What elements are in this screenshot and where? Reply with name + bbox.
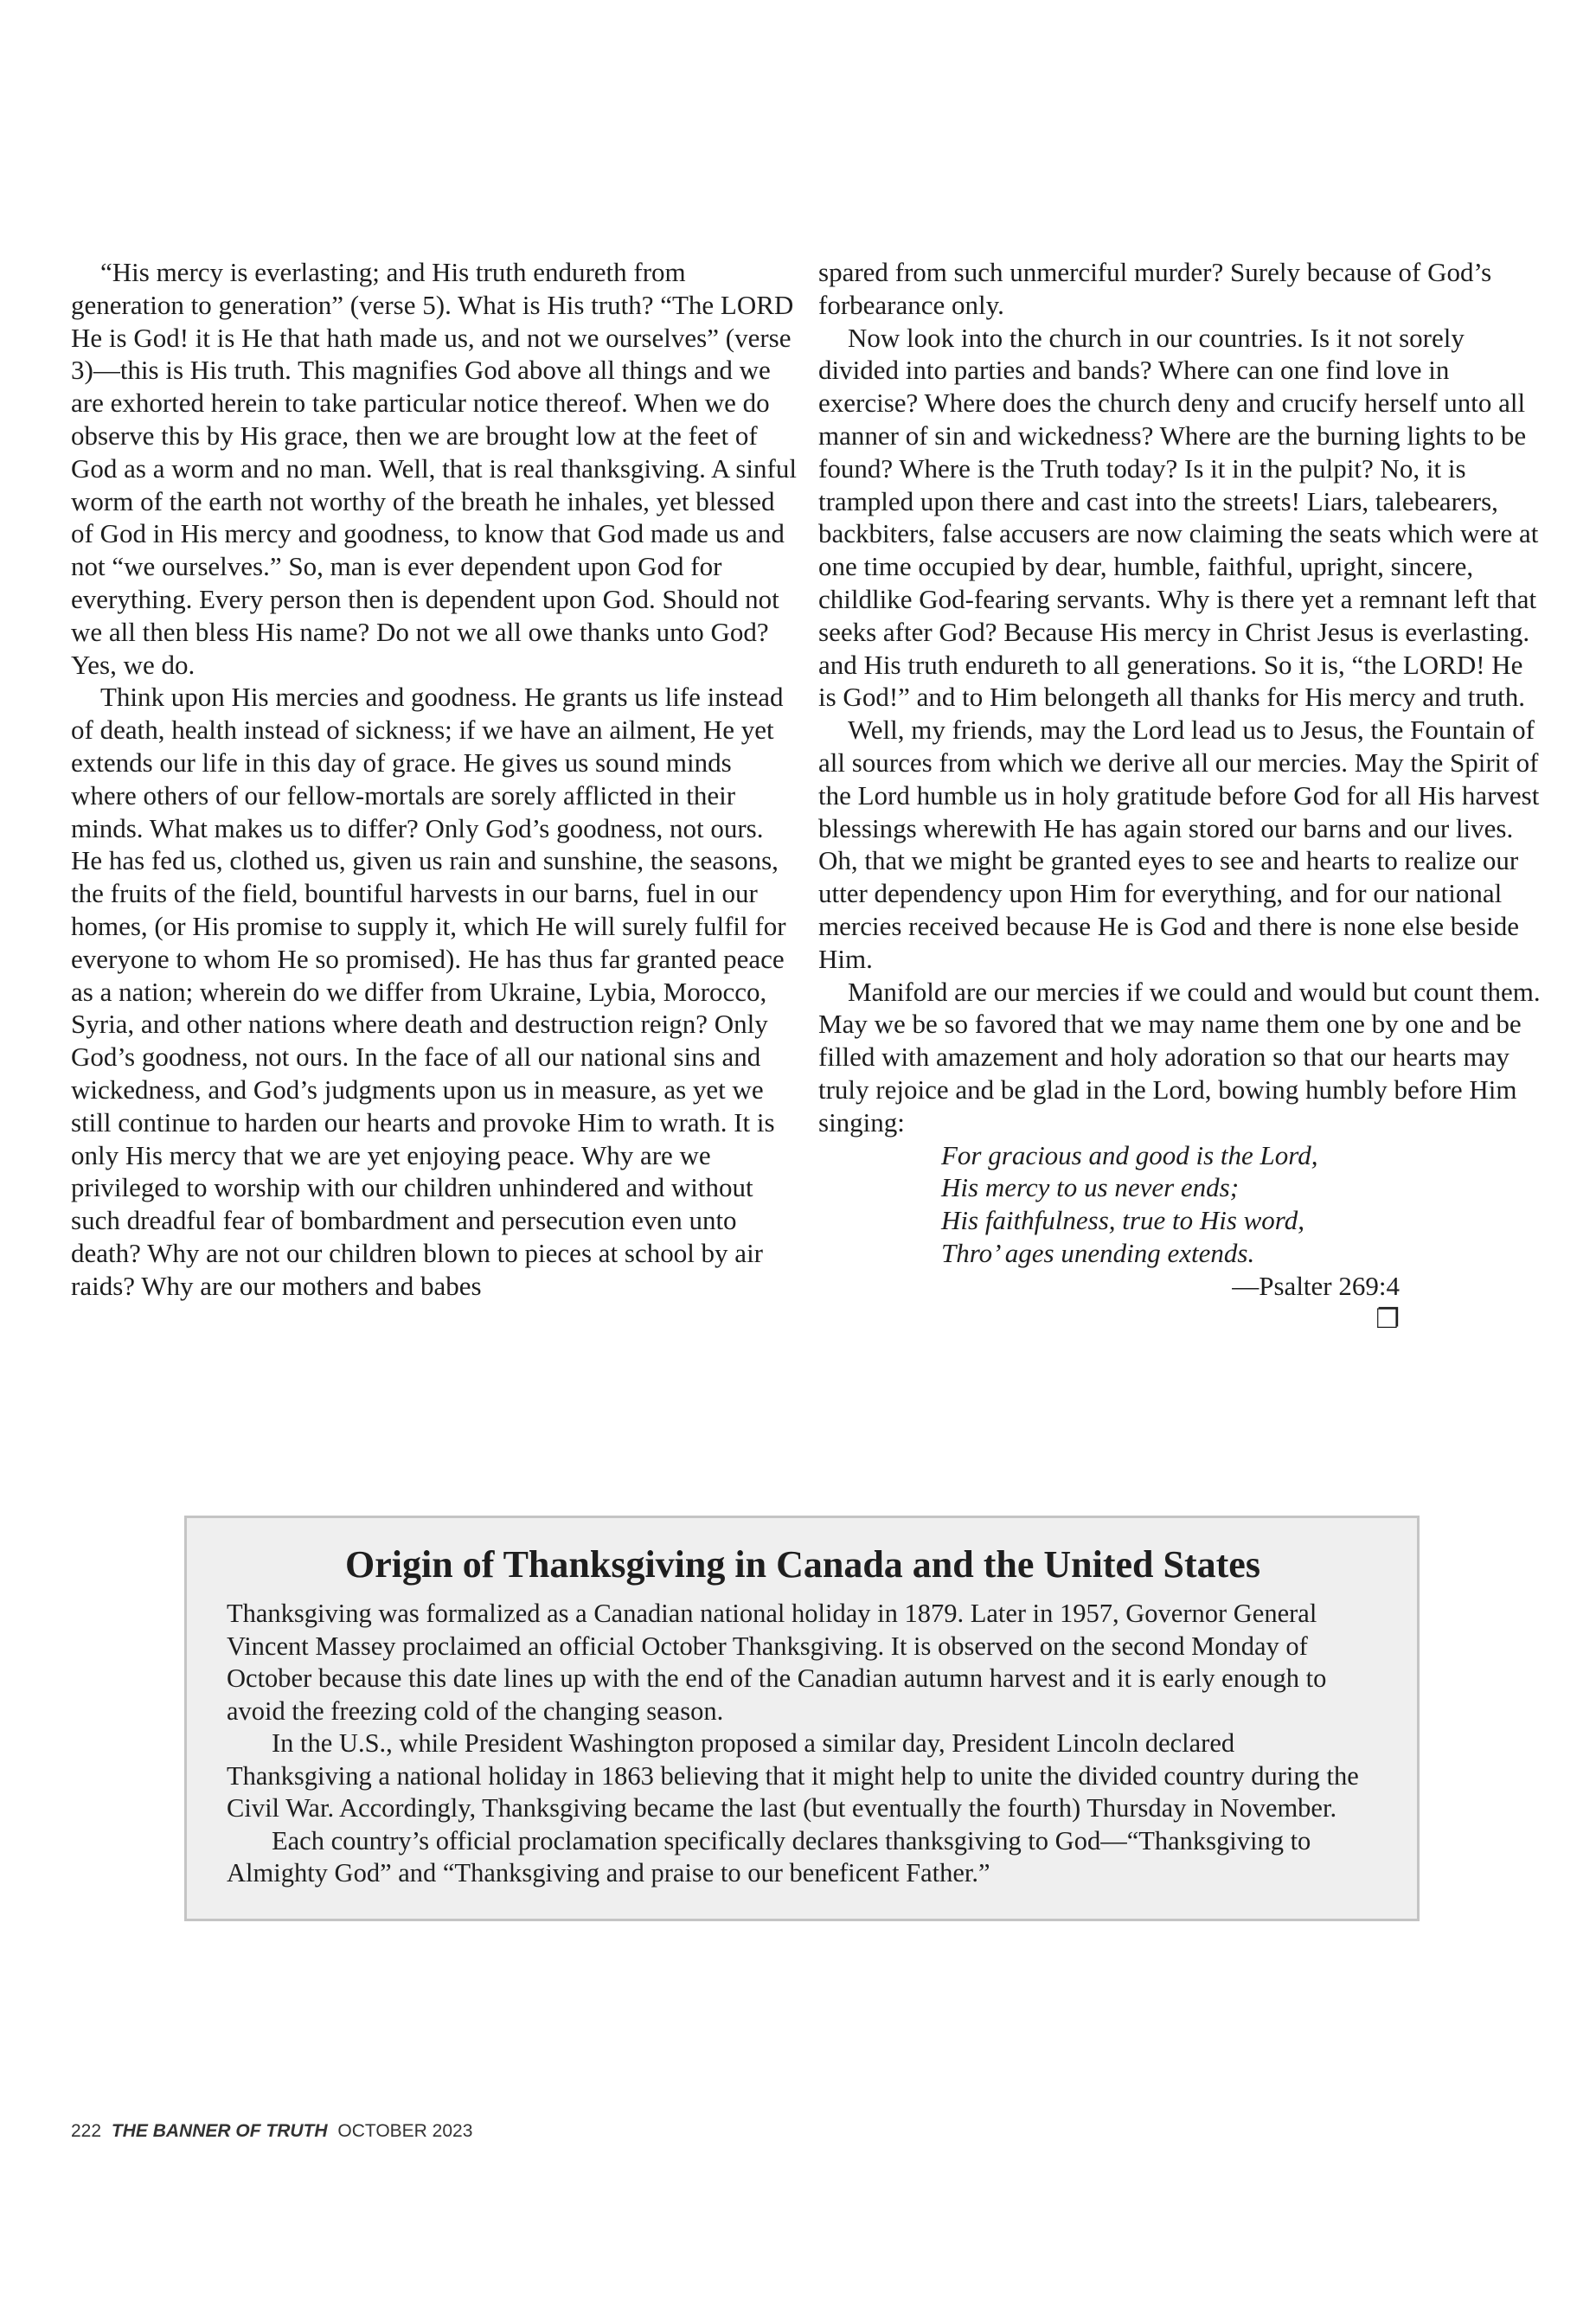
verse-reference-line [941,1270,1400,1336]
article-paragraph: Think upon His mercies and goodness. He grants us life instead of death, health instead of sickness; if we have an ailment, He yet extends our life in this day of grace. He gives us sound minds where others of our fellow-mortals are sorely afflicted in their minds. What makes us to differ? Only God’s goodness, not ours. He has fed us, clothed us, given us rain and sunshine, the seasons, the fruits of the field, bountiful harvests in our barns, fuel in our homes, (or His promise to supply it, which He will surely fulfil for everyone to whom He so promised). He has thus far granted peace as a nation; wherein do we differ from Ukraine, Lybia, Morocco, Syria, and other nations where death and destruction reign? Only God’s goodness, not ours. In the face of all our national sins and wickedness, and God’s judgments upon us in measure, as yet we still continue to harden our hearts and provoke Him to wrath. It is only His mercy that we are yet enjoying peace. Why are we privileged to worship with our children unhindered and without such dreadful fear of bombardment and persecution even unto death? Why are not our children blown to pieces at school by air raids? Why are our mothers and babes [71,682,786,1301]
magazine-title: THE BANNER OF TRUTH [111,2121,328,2141]
issue-date: OCTOBER 2023 [337,2121,473,2141]
article-right-column [818,256,1545,1335]
article-paragraph: Well, my friends, may the Lord lead us to Jesus, the Fountain of all sources from which we derive all our mercies. May the Spirit of the Lord humble us in holy gratitude before God for all His harvest blessings wherewith He has again stored our barns and our lives. Oh, that we might be granted eyes to see and hearts to realize our utter dependency upon Him for everything, and for our national mercies received because He is God and there is none else beside Him. [818,715,1540,974]
verse-line: His mercy to us never ends; [941,1172,1240,1203]
article-paragraph: “His mercy is everlasting; and His truth endureth from generation to generation” (verse 5). What is His truth? “The LORD He is God! it is He that hath made us, and not we ourselves” (verse 3)—this is His truth. This magnifies God above all things and we are exhorted herein to take particular notice thereof. When we do observe this by His grace, then we are brought low at the feet of God as a worm and no man. Well, that is real thanksgiving. A sinful worm of the earth not worthy of the breath he inhales, yet blessed of God in His mercy and goodness, to know that God made us and not “we ourselves.” So, man is ever dependent upon God for everything. Every person then is dependent upon God. Should not we all then bless His name? Do not we all owe thanks unto God? Yes, we do. [71,257,797,680]
end-of-article-icon: ❐ [1375,1303,1400,1334]
article-paragraph-continued: spared from such unmerciful murder? Surely because of God’s forbearance only. [818,257,1492,320]
sidebar-box [184,1516,1420,1921]
sidebar-paragraph: Thanksgiving was formalized as a Canadian national holiday in 1879. Later in 1957, Governor General Vincent Massey proclaimed an official October Thanksgiving. It is observed on the second Monday of October because this date lines up with the end of the Canadian autumn harvest and it is early enough to avoid the freezing cold of the changing season. [227,1599,1327,1726]
article-paragraph: Manifold are our mercies if we could and would but count them. May we be so favored that we may name them one by one and be filled with amazement and holy adoration so that our hearts may truly rejoice and be glad in the Lord, bowing humbly before Him singing: [818,976,1541,1138]
page-footer [71,2121,472,2142]
psalter-verse [941,1139,1545,1336]
sidebar-paragraph: Each country’s official proclamation specifically declares thanksgiving to God—“Thanksgiving to Almighty God” and “Thanksgiving and praise to our beneficent Father.” [227,1825,1311,1888]
verse-line: His faithfulness, true to His word, [941,1205,1304,1236]
sidebar-paragraph: In the U.S., while President Washington proposed a similar day, President Lincoln declared Thanksgiving a national holiday in 1863 believing that it might help to unite the divided country during the Civil War. Accordingly, Thanksgiving became the last (but eventually the fourth) Thursday in November. [227,1728,1359,1823]
article-left-column [71,256,798,1303]
sidebar-title: Origin of Thanksgiving in Canada and the United States [345,1543,1260,1586]
verse-reference: —Psalter 269:4 [1232,1270,1400,1301]
page-number: 222 [71,2121,102,2141]
verse-line: For gracious and good is the Lord, [941,1139,1318,1170]
verse-line: Thro’ ages unending extends. [941,1237,1255,1268]
article-paragraph: Now look into the church in our countries. Is it not sorely divided into parties and bands? Where can one find love in exercise? Where does the church deny and crucify herself unto all manner of sin and wickedness? Where are the burning lights to be found? Where is the Truth today? Is it in the pulpit? No, it is trampled upon there and cast into the streets! Liars, talebearers, backbiters, false accusers are now claiming the seats which were at one time occupied by dear, humble, faithful, upright, sincere, childlike God-fearing servants. Why is there yet a remnant left that seeks after God? Because His mercy in Christ Jesus is everlasting. and His truth endureth to all generations. So it is, “the LORD! He is God!” and to Him belongeth all thanks for His mercy and truth. [818,322,1539,713]
